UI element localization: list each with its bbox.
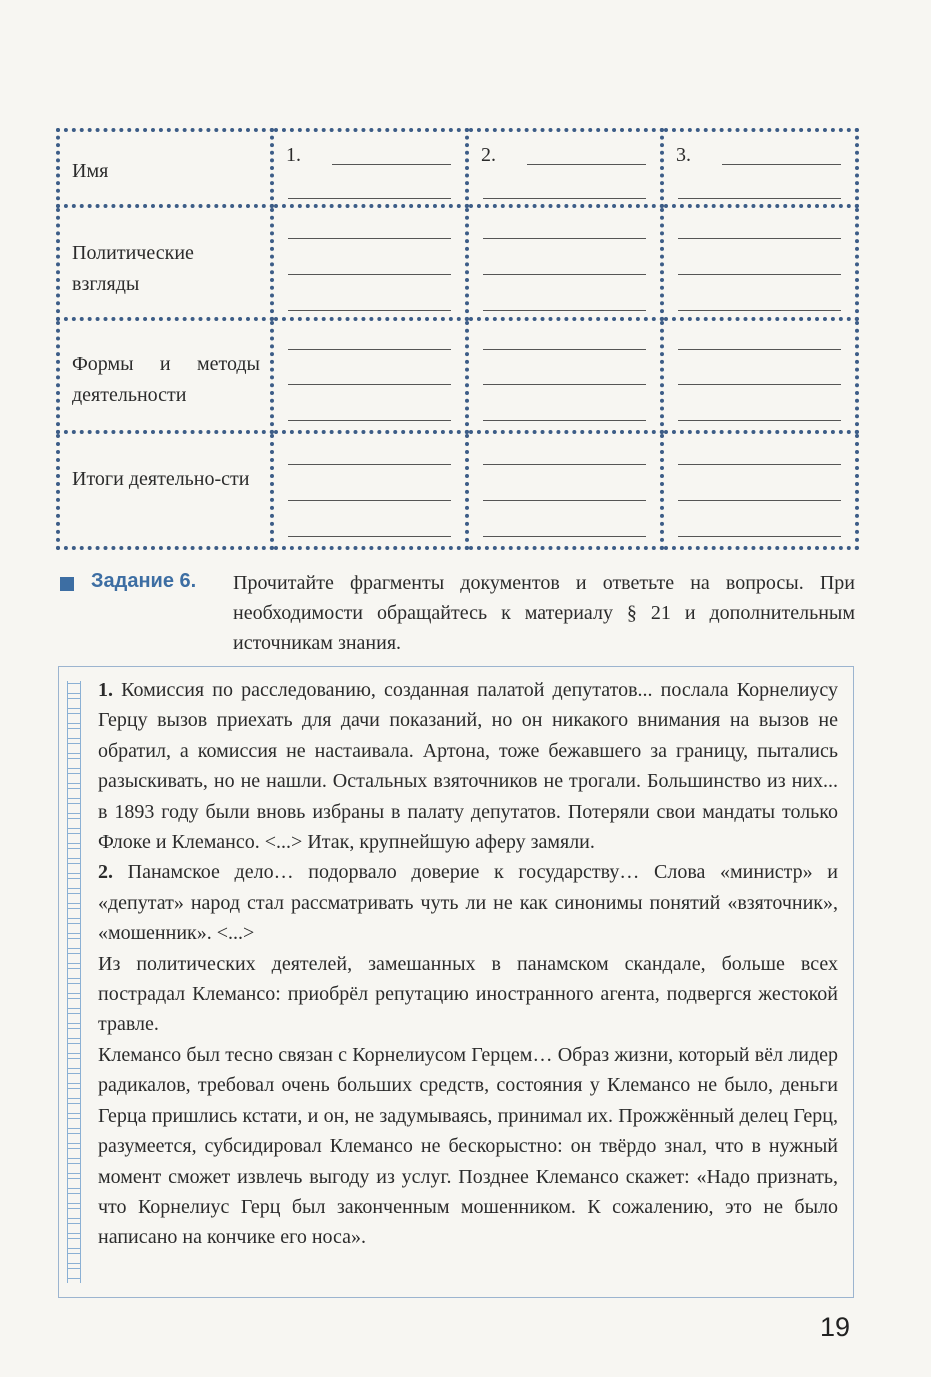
answer-cell-1-name[interactable] bbox=[272, 130, 467, 206]
answer-cell-3-results[interactable] bbox=[662, 432, 857, 548]
table-row-views bbox=[58, 206, 857, 319]
answer-cell-1-results[interactable] bbox=[272, 432, 467, 548]
answer-cell-2-views[interactable] bbox=[467, 206, 662, 319]
answer-cell-1-methods[interactable] bbox=[272, 319, 467, 432]
row-label-results: Итоги деятельно-сти bbox=[58, 432, 272, 548]
row-label-views: Политические взгляды bbox=[58, 206, 272, 319]
answer-cell-3-name[interactable] bbox=[662, 130, 857, 206]
column-number-1: 1. bbox=[286, 144, 301, 166]
document-1-text: Комиссия по расследованию, созданная палатой депутатов... послала Корнелиусу Герцу вызов приехать для дачи показаний, но он никакого внимания на вызов не обратил, а комиссия не настаивала. Артона, тоже бежавшего за границу, пытались разыскивать, но не нашли. Остальных взяточников не трогали. Большинство из них... в 1893 году были вновь избраны в палату депутатов. Потеряли свои мандаты только Флоке и Клемансо. <...> Итак, крупнейшую аферу замяли. bbox=[98, 679, 839, 854]
answer-cell-2-methods[interactable] bbox=[467, 319, 662, 432]
answer-cell-3-methods[interactable] bbox=[662, 319, 857, 432]
column-number-3: 3. bbox=[676, 144, 691, 166]
document-2-number: 2. bbox=[98, 861, 113, 884]
answer-cell-1-views[interactable] bbox=[272, 206, 467, 319]
answer-table bbox=[56, 128, 859, 550]
table-row-methods bbox=[58, 319, 857, 432]
column-number-2: 2. bbox=[481, 144, 496, 166]
document-2 bbox=[98, 857, 838, 948]
answer-cell-2-name[interactable] bbox=[467, 130, 662, 206]
table-row-name bbox=[58, 130, 857, 206]
task-instructions: Прочитайте фрагменты документов и ответьте на вопросы. При необходимости обращайтесь к материалу § 21 и дополнительным источникам знания. bbox=[233, 572, 855, 654]
document-2-paragraph-2: Из политических деятелей, замешанных в панамском скандале, больше всех пострадал Клемансо: приобрёл репутацию иностранного агента, подвергся жестокой травле. bbox=[98, 952, 838, 1036]
row-label-methods: Формы и методы деятельности bbox=[58, 319, 272, 432]
document-2-paragraph-3: Клемансо был тесно связан с Корнелиусом Герцем… Образ жизни, который вёл лидер радикалов, требовал очень больших средств, состояния у Клемансо не было, деньги Герца пришлись кстати, и он, не задумываясь, принимал их. Прожжённый делец Герц, разумеется, субсидировал Клемансо не бескорыстно: он твёрдо знал, что в нужный момент сможет извлечь выгоду из услуг. Позднее Клемансо скажет: «Надо признать, что Корнелиус Герц был законченным мошенником. К сожалению, это не было написано на кончике его носа». bbox=[98, 1043, 838, 1249]
answer-cell-3-views[interactable] bbox=[662, 206, 857, 319]
page-number: 19 bbox=[820, 1312, 851, 1342]
document-excerpts-box bbox=[58, 666, 854, 1298]
document-2-text: Панамское дело… подорвало доверие к государству… Слова «министр» и «депутат» народ стал рассматривать чуть ли не как синонимы понятий «взяточник», «мошенник». <...> bbox=[98, 861, 838, 945]
answer-cell-2-results[interactable] bbox=[467, 432, 662, 548]
task-square-icon bbox=[60, 577, 74, 591]
row-label-name: Имя bbox=[58, 130, 272, 206]
table-row-results bbox=[58, 432, 857, 548]
document-1 bbox=[98, 675, 838, 857]
document-text bbox=[98, 675, 838, 1253]
decorative-strip-icon bbox=[67, 681, 81, 1283]
document-1-number: 1. bbox=[98, 679, 113, 701]
task-label: Задание 6. bbox=[91, 570, 197, 592]
